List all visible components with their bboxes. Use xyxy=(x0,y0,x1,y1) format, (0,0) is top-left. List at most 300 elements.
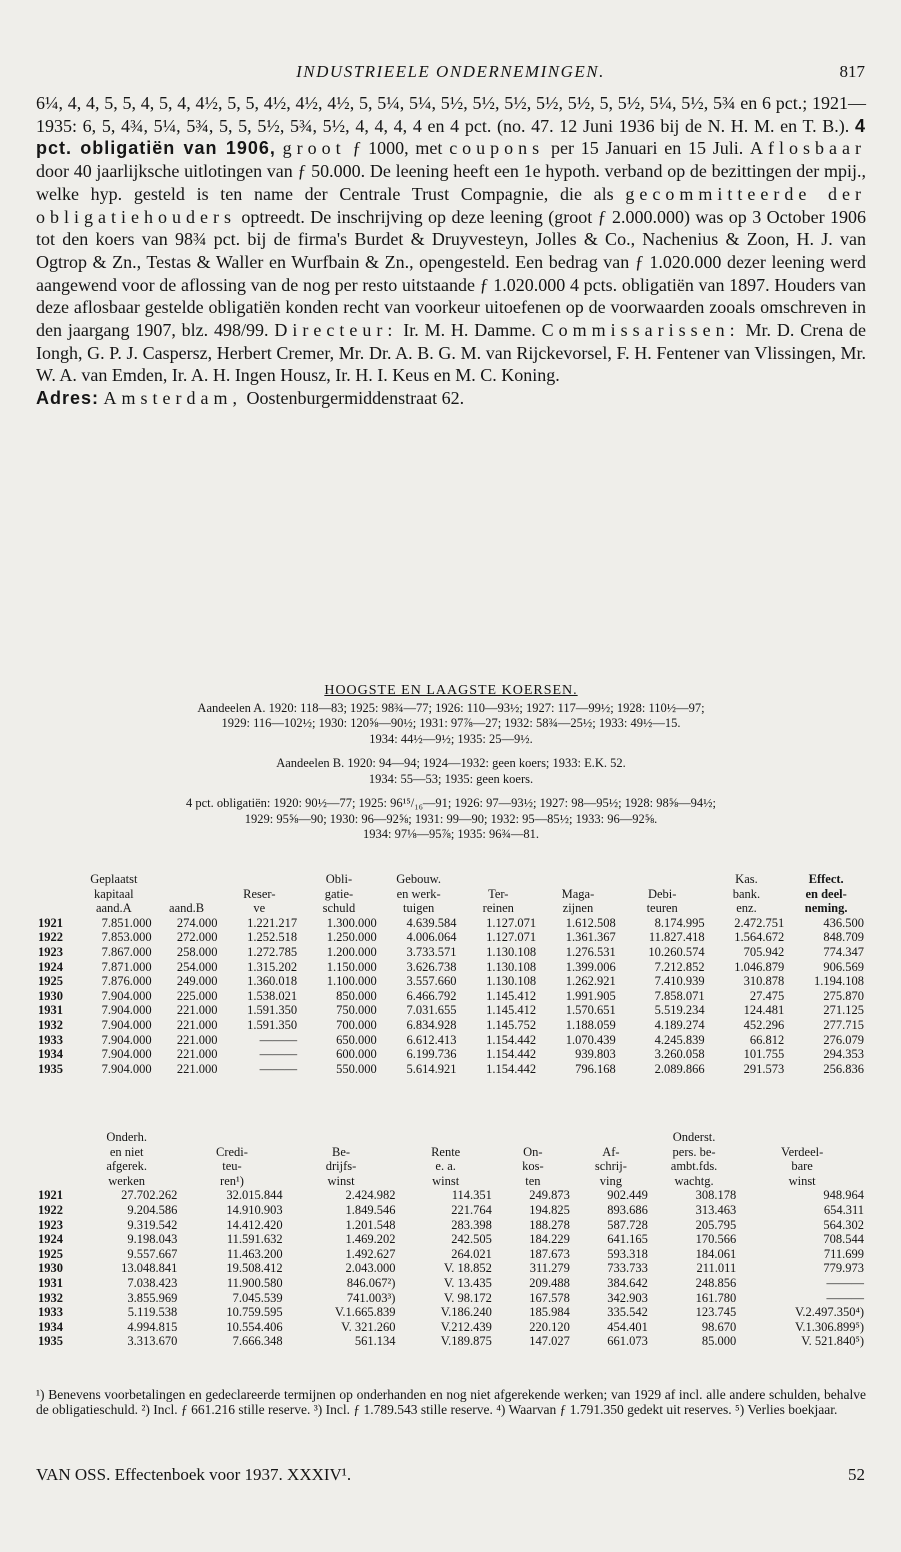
table-cell: 1.538.021 xyxy=(247,988,298,1003)
table-cell: 187.673 xyxy=(529,1246,570,1261)
header-operating-profit: Be- drijfs- winst xyxy=(325,1144,357,1188)
table-cell: 7.853.000 xyxy=(101,930,152,945)
table-cell: 66.812 xyxy=(749,1032,785,1047)
table-cell: 3.733.571 xyxy=(406,944,457,959)
table-cell: 1.564.672 xyxy=(734,930,785,945)
shares-a-line-2: 1929: 116—102½; 1930: 120⅝—90½; 1931: 97⅞—27; 1932: 58¾—25½; 1933: 49½—15. xyxy=(221,716,681,730)
table-cell: V.1.665.839 xyxy=(334,1305,396,1320)
table-cell: 7.045.539 xyxy=(232,1290,283,1305)
table-cell: 564.302 xyxy=(823,1217,864,1232)
table-cell: 6.199.736 xyxy=(406,1047,457,1062)
table-cell: 3.557.660 xyxy=(406,974,457,989)
table-cell: 221.000 xyxy=(176,1047,218,1062)
table-cell: 6.612.413 xyxy=(406,1032,457,1047)
footnote-text: ¹) Benevens voorbetalingen en gedeclareerde termijnen op onderhanden en nog niet afgerekende werken; van 1929 af incl. alle andere schulden, behalve de obligatieschuld. ²) Incl. ƒ 661.216 stille reserve. ³) Incl. ƒ 1.789.543 stille reserve. ⁴) Waarvan ƒ 1.791.350 gedekt uit reserves. ⁵) Verlies boekjaar. xyxy=(36,1387,866,1417)
table-cell: 225.000 xyxy=(176,988,218,1003)
table-cell: 276.079 xyxy=(823,1032,864,1047)
table-cell: 205.795 xyxy=(695,1217,737,1232)
table-cell: V. 521.840⁵) xyxy=(801,1334,864,1349)
table-cell: 185.984 xyxy=(529,1305,570,1320)
row-year: 1931 xyxy=(38,1003,63,1018)
table-cell: 1.250.000 xyxy=(326,930,377,945)
header-year xyxy=(36,872,74,916)
row-year: 1923 xyxy=(38,1217,63,1232)
table-row xyxy=(36,1203,866,1218)
spacer xyxy=(36,747,866,756)
table-cell: 454.401 xyxy=(607,1319,648,1334)
footer-page-number: 52 xyxy=(848,1465,865,1484)
results-table xyxy=(36,1130,866,1349)
running-header xyxy=(36,62,865,84)
table-cell: 774.347 xyxy=(823,944,864,959)
table-cell: 902.449 xyxy=(607,1188,648,1203)
table-cell: 7.031.655 xyxy=(406,1003,457,1018)
table-row xyxy=(36,1261,866,1276)
bond-text-dates: per 15 Januari en 15 Juli. xyxy=(550,138,744,159)
table-cell: 1.188.059 xyxy=(565,1017,616,1032)
table-cell: 948.964 xyxy=(823,1188,864,1203)
table-cell: 7.858.071 xyxy=(654,988,705,1003)
table-cell: 1.272.785 xyxy=(247,944,298,959)
table-cell: 11.900.580 xyxy=(226,1275,283,1290)
table-cell: 310.878 xyxy=(743,974,785,989)
table-cell: ——— xyxy=(259,1061,298,1076)
table-cell: 221.000 xyxy=(176,1061,218,1076)
table-cell: 271.125 xyxy=(823,1003,864,1018)
table-cell: 14.910.903 xyxy=(226,1202,283,1217)
table-cell: 1.127.071 xyxy=(486,915,537,930)
table-cell: ——— xyxy=(259,1032,298,1047)
table-cell: 274.000 xyxy=(176,915,218,930)
table-cell: 7.851.000 xyxy=(101,915,152,930)
table-cell: V. 13.435 xyxy=(443,1275,492,1290)
shares-b-line-1: Aandeelen B. 1920: 94—94; 1924—1932: geen koers; 1933: E.K. 52. xyxy=(276,756,626,770)
bonds-line-1: 4 pct. obligatiën: 1920: 90½—77; 1925: 96¹⁵/₁₆—91; 1926: 97—93½; 1927: 98—95½; 1928: 98⅝—94½; xyxy=(185,796,716,810)
table-cell: 708.544 xyxy=(823,1232,864,1247)
table-cell: 161.780 xyxy=(695,1290,737,1305)
table-cell: 1.145.412 xyxy=(486,1003,537,1018)
table-cell: 220.120 xyxy=(529,1319,570,1334)
header-title: INDUSTRIEELE ONDERNEMINGEN. xyxy=(296,62,605,81)
row-year: 1922 xyxy=(38,1202,63,1217)
header-grounds: Ter- reinen xyxy=(482,886,514,916)
dividend-text: 6¼, 4, 4, 5, 5, 4, 5, 4, 4½, 5, 5, 4½, 4½, 4½, 5, 5¼, 5¼, 5½, 5½, 5½, 5½, 5½, 5, 5½, 5¼, 5½, 5¾ en 6 pct.; 1921—1935: 6, 5, 4¾, 5¼, 5¾, 5, 5, 5½, 5¾, 5½, 4, 4, 4, 4 en 4 pct. (no. 47. 12 Juni 1936 bij de N. H. M. en T. B.). xyxy=(36,93,866,136)
table-row xyxy=(36,945,866,960)
row-year: 1925 xyxy=(38,974,63,989)
table-cell: 4.006.064 xyxy=(406,930,457,945)
table-cell: 184.061 xyxy=(695,1246,737,1261)
table-cell: 7.867.000 xyxy=(101,944,152,959)
table-cell: 741.003³) xyxy=(346,1290,396,1305)
table-cell: 1.201.548 xyxy=(345,1217,396,1232)
table-row xyxy=(36,930,866,945)
table-cell: 272.000 xyxy=(176,930,218,945)
row-year: 1933 xyxy=(38,1032,63,1047)
table-cell: 1.154.442 xyxy=(486,1047,537,1062)
table-cell: 7.410.939 xyxy=(654,974,705,989)
table-cell: 313.463 xyxy=(695,1202,737,1217)
header-bond-debt: Obli- gatie- schuld xyxy=(322,872,356,916)
bonds-line-2: 1929: 95⅝—90; 1930: 96—92⅝; 1931: 99—90; 1932: 95—85½; 1933: 96—92⅝. xyxy=(244,811,658,826)
header-depreciation: Af- schrij- ving xyxy=(594,1144,627,1188)
table-cell: 124.481 xyxy=(743,1003,785,1018)
table-cell: 1.570.651 xyxy=(565,1003,616,1018)
table-cell: 1.361.367 xyxy=(565,930,616,945)
table-cell: V.1.306.899⁵) xyxy=(794,1319,864,1334)
table-cell: 2.424.982 xyxy=(345,1188,396,1203)
row-year: 1922 xyxy=(38,930,63,945)
table-row xyxy=(36,1047,866,1062)
header-creditors: Credi- teu- ren¹) xyxy=(216,1144,248,1188)
table-cell: 147.027 xyxy=(529,1334,570,1349)
table-cell: V.2.497.350⁴) xyxy=(794,1305,864,1320)
table-cell: 27.702.262 xyxy=(121,1188,178,1203)
table-cell: 32.015.844 xyxy=(226,1188,283,1203)
table-cell: 1.127.071 xyxy=(486,930,537,945)
bond-text-groot: groot xyxy=(282,138,346,159)
table-cell: 123.745 xyxy=(695,1305,737,1320)
row-year: 1931 xyxy=(38,1275,63,1290)
header-buildings: Gebouw. en werk- tuigen xyxy=(396,872,441,916)
table-cell: 275.870 xyxy=(823,988,864,1003)
table-cell: 283.398 xyxy=(451,1217,492,1232)
table-cell: 1.612.508 xyxy=(565,915,616,930)
table-cell: 5.119.538 xyxy=(127,1305,178,1320)
balance-sheet-table xyxy=(36,872,866,1076)
table-row xyxy=(36,1218,866,1233)
row-year: 1921 xyxy=(38,1188,63,1203)
header-reserve: Reser- ve xyxy=(243,886,276,916)
table-cell: 850.000 xyxy=(336,988,377,1003)
row-year: 1921 xyxy=(38,915,63,930)
table-cell: 593.318 xyxy=(607,1246,648,1261)
table-cell: 1.849.546 xyxy=(345,1202,396,1217)
header-cash: Kas. bank. enz. xyxy=(732,872,761,916)
header-effects: Effect. en deel- neming. xyxy=(804,872,848,916)
table-cell: 1.145.412 xyxy=(486,988,537,1003)
table-row xyxy=(36,1291,866,1306)
table-cell: 7.666.348 xyxy=(232,1334,283,1349)
table-cell: 9.204.586 xyxy=(127,1202,178,1217)
page-number: 817 xyxy=(839,62,865,81)
table-cell: 1.315.202 xyxy=(247,959,298,974)
table-cell: 10.554.406 xyxy=(226,1319,283,1334)
table-cell: 384.642 xyxy=(607,1275,648,1290)
table-cell: 221.000 xyxy=(176,1032,218,1047)
table-cell: 7.212.852 xyxy=(654,959,705,974)
table-cell: 1.150.000 xyxy=(326,959,377,974)
commissarissen-names: Mr. D. Crena de Iongh, G. P. J. Caspersz, Herbert Cremer, Mr. Dr. A. B. G. M. van Rijckevorsel, F. H. Fentener van Vlissingen, Mr. W. A. van Emden, Ir. A. H. Ingen Housz, Ir. H. I. Keus en M. C. Koning. xyxy=(36,320,867,386)
company-description xyxy=(36,92,866,410)
table-cell: 848.709 xyxy=(823,930,864,945)
table-cell: 188.278 xyxy=(529,1217,570,1232)
table-row xyxy=(36,1276,866,1291)
table-cell: 249.873 xyxy=(529,1188,570,1203)
table-cell: 294.353 xyxy=(823,1047,864,1062)
shares-a-line-3: 1934: 44½—9½; 1935: 25—9½. xyxy=(369,731,533,746)
table-cell: 291.573 xyxy=(743,1061,785,1076)
table-cell: 2.043.000 xyxy=(345,1261,396,1276)
dividend-history xyxy=(36,92,866,387)
row-year: 1924 xyxy=(38,1232,63,1247)
table-cell: 1.991.905 xyxy=(565,988,616,1003)
table-cell: 939.803 xyxy=(575,1047,616,1062)
table-cell: 796.168 xyxy=(575,1061,616,1076)
table-cell: 1.469.202 xyxy=(345,1232,396,1247)
table-cell: V. 321.260 xyxy=(341,1319,396,1334)
header-capital-b: aand.B xyxy=(169,901,205,916)
table-cell: 221.000 xyxy=(176,1017,218,1032)
directeur-name: Ir. M. H. Damme. xyxy=(403,320,536,341)
header-capital-a: Geplaatst kapitaal aand.A xyxy=(90,872,138,916)
table-cell: 308.178 xyxy=(695,1188,737,1203)
table-cell: 258.000 xyxy=(176,944,218,959)
table-cell: 846.067²) xyxy=(346,1275,396,1290)
table-cell: 5.519.234 xyxy=(654,1003,705,1018)
table-cell: 700.000 xyxy=(336,1017,377,1032)
commissarissen-label: Commissarissen: xyxy=(541,320,740,341)
row-year: 1923 xyxy=(38,944,63,959)
table-cell: 587.728 xyxy=(607,1217,648,1232)
table-cell: 7.904.000 xyxy=(101,1047,152,1062)
table-cell: 1.300.000 xyxy=(326,915,377,930)
price-history-heading: HOOGSTE EN LAAGSTE KOERSEN. xyxy=(324,683,578,698)
table-cell: 600.000 xyxy=(336,1047,377,1062)
table-cell: 249.000 xyxy=(176,974,218,989)
table-header-row xyxy=(36,1130,866,1188)
header-year xyxy=(36,1130,74,1188)
header-interest: Rente e. a. winst xyxy=(431,1144,461,1188)
table-cell: 342.903 xyxy=(607,1290,648,1305)
address-street: Oostenburgermiddenstraat 62. xyxy=(246,388,465,409)
table-cell: 1.154.442 xyxy=(486,1032,537,1047)
table-cell: 7.904.000 xyxy=(101,988,152,1003)
row-year: 1924 xyxy=(38,959,63,974)
row-year: 1932 xyxy=(38,1017,63,1032)
table-row xyxy=(36,989,866,1004)
address-line xyxy=(36,387,866,410)
table-cell: 654.311 xyxy=(823,1202,864,1217)
shares-b-line-2: 1934: 55—53; 1935: geen koers. xyxy=(368,771,534,786)
table-cell: 1.399.006 xyxy=(565,959,616,974)
table-cell: 7.871.000 xyxy=(101,959,152,974)
table-cell: 19.508.412 xyxy=(226,1261,283,1276)
table-cell: 1.130.108 xyxy=(486,944,537,959)
table-cell: 3.260.058 xyxy=(654,1047,705,1062)
table-cell: 1.130.108 xyxy=(486,974,537,989)
table-row xyxy=(36,1003,866,1018)
table-row xyxy=(36,1188,866,1203)
shares-a-line-1: Aandeelen A. 1920: 118—83; 1925: 98¾—77; 1926: 110—93½; 1927: 117—99½; 1928: 110½—97; xyxy=(197,700,705,715)
table-cell: 248.856 xyxy=(695,1275,737,1290)
row-year: 1934 xyxy=(38,1319,63,1334)
table-cell: 550.000 xyxy=(336,1061,377,1076)
table-cell: 2.472.751 xyxy=(734,915,785,930)
table-cell: 7.904.000 xyxy=(101,1003,152,1018)
table-row xyxy=(36,1334,866,1349)
price-history xyxy=(36,683,866,843)
table-cell: V.186.240 xyxy=(440,1305,492,1320)
table-cell: 1.154.442 xyxy=(486,1061,537,1076)
address-label: Adres: xyxy=(36,388,100,409)
bond-text-gecommitteerde: gecommitteerde der obligatiehouders xyxy=(36,183,867,227)
row-year: 1933 xyxy=(38,1305,63,1320)
table-cell: 114.351 xyxy=(451,1188,492,1203)
table-cell: 4.994.815 xyxy=(127,1319,178,1334)
address-city: Amsterdam, xyxy=(103,388,242,409)
table-cell: 10.759.595 xyxy=(226,1305,283,1320)
bond-heading: 4 pct. obligatiën van 1906, xyxy=(36,115,866,159)
table-cell: 4.189.274 xyxy=(654,1017,705,1032)
table-row xyxy=(36,1247,866,1262)
bonds-line-3: 1934: 97⅛—95⅞; 1935: 96¾—81. xyxy=(362,827,540,841)
table-cell: 1.591.350 xyxy=(247,1003,298,1018)
table-cell: 184.229 xyxy=(529,1232,570,1247)
table-cell: 3.855.969 xyxy=(127,1290,178,1305)
table-cell: 893.686 xyxy=(607,1202,648,1217)
table-cell: 85.000 xyxy=(701,1334,737,1349)
table-cell: V. 98.172 xyxy=(443,1290,492,1305)
table-cell: 264.021 xyxy=(451,1246,492,1261)
row-year: 1930 xyxy=(38,1261,63,1276)
table-cell: 1.276.531 xyxy=(565,944,616,959)
table-cell: 10.260.574 xyxy=(648,944,705,959)
table-cell: 8.174.995 xyxy=(654,915,705,930)
table-cell: 1.221.217 xyxy=(247,915,298,930)
header-distributable-profit: Verdeel- bare winst xyxy=(780,1144,824,1188)
table-cell: 436.500 xyxy=(823,915,864,930)
bond-text-inschrijving: optreedt. De inschrijving op deze leening (groot ƒ 2.000.000) was op 3 October 1906 tot den koers van 98¾ pct. bij de firma's Burdet & Druyvesteyn, Jolles & Co., Nachenius & Zoon, H. J. van Ogtrop & Zn., Testas & Waller en Wurfbain & Zn., opengesteld. Een bedrag van ƒ 1.020.000 dezer leening werd aangewend voor de aflossing van de nog per resto uitstaande ƒ 1.020.000 4 pcts. obligatiën van 1897. Houders van deze aflosbaar gestelde obligatiën konden recht van voorkeur uitoefenen op de voorwaarden zooals omschreven in den jaargang 1907, blz. 498/99. xyxy=(36,206,866,341)
table-cell: 452.296 xyxy=(743,1017,785,1032)
table-cell: 11.827.418 xyxy=(648,930,705,945)
table-cell: 5.614.921 xyxy=(406,1061,457,1076)
table-cell: 661.073 xyxy=(607,1334,648,1349)
running-footer xyxy=(36,1465,865,1487)
table-cell: 750.000 xyxy=(336,1003,377,1018)
table-cell: 1.200.000 xyxy=(326,944,377,959)
table-cell: 209.488 xyxy=(529,1275,570,1290)
table-cell: 906.569 xyxy=(823,959,864,974)
table-cell: V.212.439 xyxy=(440,1319,492,1334)
table-cell: 1.360.018 xyxy=(247,974,298,989)
table-cell: 242.505 xyxy=(451,1232,492,1247)
table-cell: 256.836 xyxy=(823,1061,864,1076)
table-cell: 27.475 xyxy=(749,988,785,1003)
footnotes xyxy=(36,1388,866,1417)
table-row xyxy=(36,1305,866,1320)
table-cell: 7.904.000 xyxy=(101,1061,152,1076)
row-year: 1935 xyxy=(38,1334,63,1349)
table-cell: V. 18.852 xyxy=(443,1261,492,1276)
table-cell: 711.699 xyxy=(823,1246,864,1261)
row-year: 1932 xyxy=(38,1290,63,1305)
directeur-label: Directeur: xyxy=(274,320,398,341)
table-cell: 9.198.043 xyxy=(127,1232,178,1247)
header-support-fund: Onderst. pers. be- ambt.fds. wachtg. xyxy=(670,1130,718,1188)
bond-text-amount: ƒ 1000, met xyxy=(352,138,443,159)
table-row xyxy=(36,1232,866,1247)
header-costs: On- kos- ten xyxy=(522,1144,544,1188)
table-cell: 6.834.928 xyxy=(406,1017,457,1032)
table-cell: 1.145.752 xyxy=(486,1017,537,1032)
table-cell: 211.011 xyxy=(696,1261,737,1276)
table-cell: 14.412.420 xyxy=(226,1217,283,1232)
table-cell: 221.764 xyxy=(451,1202,492,1217)
header-stores: Maga- zijnen xyxy=(561,886,595,916)
table-cell: 9.319.542 xyxy=(127,1217,178,1232)
table-row xyxy=(36,1320,866,1335)
table-cell: ——— xyxy=(259,1047,298,1062)
table-cell: 4.245.839 xyxy=(654,1032,705,1047)
table-cell: 1.591.350 xyxy=(247,1017,298,1032)
table-cell: 1.070.439 xyxy=(565,1032,616,1047)
table-cell: 6.466.792 xyxy=(406,988,457,1003)
table-cell: ——— xyxy=(826,1275,864,1290)
table-cell: 705.942 xyxy=(743,944,785,959)
table-row xyxy=(36,1062,866,1077)
table-cell: 733.733 xyxy=(607,1261,648,1276)
table-cell: 1.262.921 xyxy=(565,974,616,989)
table-cell: 7.904.000 xyxy=(101,1032,152,1047)
table-row xyxy=(36,960,866,975)
table-row xyxy=(36,1033,866,1048)
table-cell: 1.100.000 xyxy=(326,974,377,989)
table-cell: 194.825 xyxy=(529,1202,570,1217)
row-year: 1934 xyxy=(38,1047,63,1062)
table-cell: 779.973 xyxy=(823,1261,864,1276)
table-cell: 98.670 xyxy=(701,1319,737,1334)
bond-text-coupons: coupons xyxy=(449,138,545,159)
header-works: Onderh. en niet afgerek. werken xyxy=(106,1130,147,1188)
table-cell: 170.566 xyxy=(695,1232,737,1247)
table-row xyxy=(36,916,866,931)
table-cell: 7.876.000 xyxy=(101,974,152,989)
table-cell: 7.038.423 xyxy=(127,1275,178,1290)
table-cell: 3.313.670 xyxy=(127,1334,178,1349)
bond-text-aflosbaar: Aflosbaar xyxy=(750,138,866,159)
footer-source: VAN OSS. Effectenboek voor 1937. XXXIV¹. xyxy=(36,1465,352,1484)
table-cell: 13.048.841 xyxy=(121,1261,178,1276)
row-year: 1935 xyxy=(38,1061,63,1076)
table-cell: 311.279 xyxy=(529,1261,570,1276)
table-cell: 11.591.632 xyxy=(226,1232,283,1247)
table-cell: 4.639.584 xyxy=(406,915,457,930)
table-cell: 3.626.738 xyxy=(406,959,457,974)
table-cell: 7.904.000 xyxy=(101,1017,152,1032)
table-cell: 167.578 xyxy=(529,1290,570,1305)
table-cell: 221.000 xyxy=(176,1003,218,1018)
table-cell: 11.463.200 xyxy=(226,1246,283,1261)
table-row xyxy=(36,1018,866,1033)
table-row xyxy=(36,974,866,989)
row-year: 1930 xyxy=(38,988,63,1003)
table-cell: 1.130.108 xyxy=(486,959,537,974)
table-cell: 1.194.108 xyxy=(814,974,864,989)
table-cell: V.189.875 xyxy=(440,1334,492,1349)
table-header-row xyxy=(36,872,866,916)
table-cell: 1.046.879 xyxy=(734,959,785,974)
table-cell: 650.000 xyxy=(336,1032,377,1047)
table-cell: 1.492.627 xyxy=(345,1246,396,1261)
table-cell: 9.557.667 xyxy=(127,1246,178,1261)
table-cell: 641.165 xyxy=(607,1232,648,1247)
table-cell: 335.542 xyxy=(607,1305,648,1320)
table-cell: ——— xyxy=(826,1290,864,1305)
table-cell: 2.089.866 xyxy=(654,1061,705,1076)
table-cell: 1.252.518 xyxy=(247,930,298,945)
row-year: 1925 xyxy=(38,1246,63,1261)
spacer xyxy=(36,787,866,796)
